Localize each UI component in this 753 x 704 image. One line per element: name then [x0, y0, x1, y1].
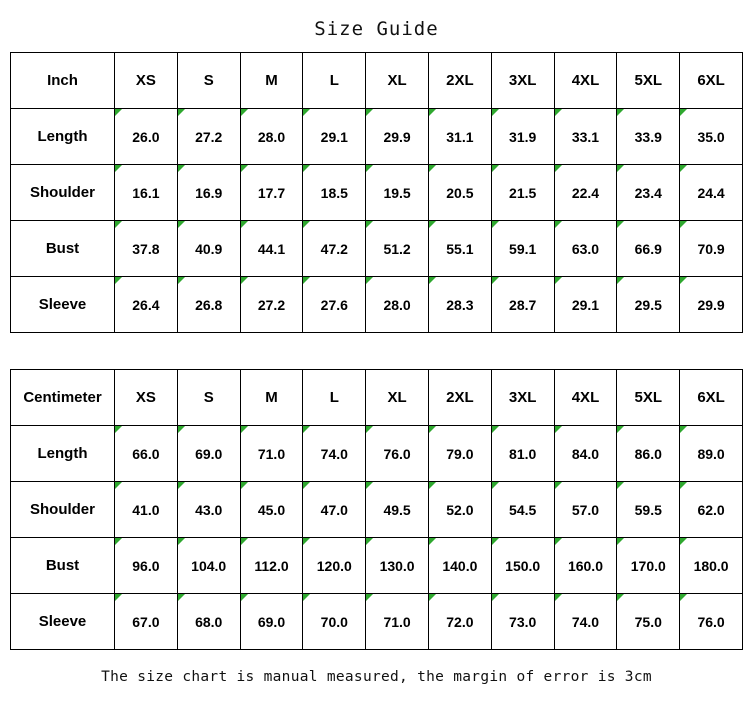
cell-inch-shoulder-3xl: 21.5	[491, 165, 554, 221]
cell-inch-sleeve-m: 27.2	[240, 277, 303, 333]
table-row	[11, 221, 743, 277]
size-header-cm-6xl: 6XL	[680, 370, 743, 426]
size-header-cm-5xl: 5XL	[617, 370, 680, 426]
cell-cm-shoulder-xs: 41.0	[115, 482, 178, 538]
measure-label-sleeve: Sleeve	[11, 277, 115, 333]
cell-cm-sleeve-2xl: 72.0	[428, 594, 491, 650]
unit-label-inch: Inch	[11, 53, 115, 109]
size-table-centimeter	[10, 369, 743, 650]
cell-cm-sleeve-xs: 67.0	[115, 594, 178, 650]
size-header-cm-xl: XL	[366, 370, 429, 426]
size-header-6xl: 6XL	[680, 53, 743, 109]
cell-inch-sleeve-3xl: 28.7	[491, 277, 554, 333]
cell-inch-shoulder-m: 17.7	[240, 165, 303, 221]
cell-inch-sleeve-s: 26.8	[177, 277, 240, 333]
cell-cm-bust-5xl: 170.0	[617, 538, 680, 594]
size-header-cm-2xl: 2XL	[428, 370, 491, 426]
cell-inch-sleeve-xs: 26.4	[115, 277, 178, 333]
cell-inch-shoulder-4xl: 22.4	[554, 165, 617, 221]
cell-cm-length-3xl: 81.0	[491, 426, 554, 482]
measurement-disclaimer: The size chart is manual measured, the margin of error is 3cm	[101, 669, 652, 685]
table-header-row	[11, 370, 743, 426]
cell-cm-bust-xs: 96.0	[115, 538, 178, 594]
cell-cm-sleeve-l: 70.0	[303, 594, 366, 650]
cell-cm-shoulder-5xl: 59.5	[617, 482, 680, 538]
cell-cm-shoulder-6xl: 62.0	[680, 482, 743, 538]
cell-cm-shoulder-l: 47.0	[303, 482, 366, 538]
cell-inch-length-3xl: 31.9	[491, 109, 554, 165]
cell-inch-bust-5xl: 66.9	[617, 221, 680, 277]
size-header-4xl: 4XL	[554, 53, 617, 109]
cell-cm-shoulder-xl: 49.5	[366, 482, 429, 538]
measure-label-length: Length	[11, 109, 115, 165]
unit-label-centimeter: Centimeter	[11, 370, 115, 426]
cell-cm-length-s: 69.0	[177, 426, 240, 482]
cell-cm-bust-xl: 130.0	[366, 538, 429, 594]
size-header-xs: XS	[115, 53, 178, 109]
size-header-cm-s: S	[177, 370, 240, 426]
size-header-s: S	[177, 53, 240, 109]
cell-cm-shoulder-2xl: 52.0	[428, 482, 491, 538]
size-header-cm-4xl: 4XL	[554, 370, 617, 426]
cell-cm-length-5xl: 86.0	[617, 426, 680, 482]
cell-inch-sleeve-xl: 28.0	[366, 277, 429, 333]
cell-inch-length-5xl: 33.9	[617, 109, 680, 165]
table-row	[11, 426, 743, 482]
table-spacer	[0, 333, 753, 369]
cell-cm-bust-3xl: 150.0	[491, 538, 554, 594]
cell-inch-sleeve-2xl: 28.3	[428, 277, 491, 333]
size-header-l: L	[303, 53, 366, 109]
cell-cm-length-m: 71.0	[240, 426, 303, 482]
cell-cm-bust-s: 104.0	[177, 538, 240, 594]
cell-inch-bust-m: 44.1	[240, 221, 303, 277]
cell-inch-bust-3xl: 59.1	[491, 221, 554, 277]
cell-inch-length-l: 29.1	[303, 109, 366, 165]
cell-inch-sleeve-l: 27.6	[303, 277, 366, 333]
cell-inch-sleeve-4xl: 29.1	[554, 277, 617, 333]
cell-cm-sleeve-4xl: 74.0	[554, 594, 617, 650]
cell-inch-length-s: 27.2	[177, 109, 240, 165]
cell-cm-shoulder-m: 45.0	[240, 482, 303, 538]
cell-cm-bust-m: 112.0	[240, 538, 303, 594]
table-row	[11, 109, 743, 165]
cell-cm-bust-6xl: 180.0	[680, 538, 743, 594]
cell-inch-length-2xl: 31.1	[428, 109, 491, 165]
cell-inch-bust-2xl: 55.1	[428, 221, 491, 277]
cell-cm-sleeve-3xl: 73.0	[491, 594, 554, 650]
cell-cm-length-xl: 76.0	[366, 426, 429, 482]
measure-label-shoulder: Shoulder	[11, 165, 115, 221]
cell-cm-shoulder-4xl: 57.0	[554, 482, 617, 538]
size-header-2xl: 2XL	[428, 53, 491, 109]
cell-cm-sleeve-s: 68.0	[177, 594, 240, 650]
cell-cm-bust-4xl: 160.0	[554, 538, 617, 594]
cell-cm-shoulder-3xl: 54.5	[491, 482, 554, 538]
cell-inch-bust-xs: 37.8	[115, 221, 178, 277]
cell-cm-length-4xl: 84.0	[554, 426, 617, 482]
cell-inch-sleeve-6xl: 29.9	[680, 277, 743, 333]
cell-inch-bust-4xl: 63.0	[554, 221, 617, 277]
cell-cm-length-2xl: 79.0	[428, 426, 491, 482]
cell-inch-shoulder-xs: 16.1	[115, 165, 178, 221]
cell-inch-shoulder-s: 16.9	[177, 165, 240, 221]
measure-label-cm-sleeve: Sleeve	[11, 594, 115, 650]
size-header-cm-m: M	[240, 370, 303, 426]
cell-inch-length-xl: 29.9	[366, 109, 429, 165]
size-header-3xl: 3XL	[491, 53, 554, 109]
cell-inch-length-m: 28.0	[240, 109, 303, 165]
cell-cm-sleeve-5xl: 75.0	[617, 594, 680, 650]
size-header-cm-l: L	[303, 370, 366, 426]
cell-cm-bust-l: 120.0	[303, 538, 366, 594]
cell-inch-shoulder-6xl: 24.4	[680, 165, 743, 221]
size-header-m: M	[240, 53, 303, 109]
size-header-cm-xs: XS	[115, 370, 178, 426]
cell-cm-sleeve-6xl: 76.0	[680, 594, 743, 650]
size-table-inch	[10, 52, 743, 333]
cell-inch-length-xs: 26.0	[115, 109, 178, 165]
page-title: Size Guide	[314, 18, 439, 40]
cell-inch-shoulder-l: 18.5	[303, 165, 366, 221]
size-header-xl: XL	[366, 53, 429, 109]
cell-inch-shoulder-2xl: 20.5	[428, 165, 491, 221]
table-row	[11, 538, 743, 594]
measure-label-cm-length: Length	[11, 426, 115, 482]
cell-inch-bust-s: 40.9	[177, 221, 240, 277]
cell-inch-shoulder-5xl: 23.4	[617, 165, 680, 221]
cell-inch-bust-6xl: 70.9	[680, 221, 743, 277]
cell-cm-length-xs: 66.0	[115, 426, 178, 482]
cell-inch-shoulder-xl: 19.5	[366, 165, 429, 221]
cell-cm-bust-2xl: 140.0	[428, 538, 491, 594]
measure-label-bust: Bust	[11, 221, 115, 277]
measure-label-cm-shoulder: Shoulder	[11, 482, 115, 538]
table-row	[11, 482, 743, 538]
cell-cm-sleeve-xl: 71.0	[366, 594, 429, 650]
size-header-5xl: 5XL	[617, 53, 680, 109]
cell-inch-sleeve-5xl: 29.5	[617, 277, 680, 333]
table-row	[11, 165, 743, 221]
cell-cm-length-l: 74.0	[303, 426, 366, 482]
cell-cm-sleeve-m: 69.0	[240, 594, 303, 650]
cell-inch-bust-l: 47.2	[303, 221, 366, 277]
cell-inch-length-6xl: 35.0	[680, 109, 743, 165]
table-row	[11, 594, 743, 650]
cell-inch-bust-xl: 51.2	[366, 221, 429, 277]
measure-label-cm-bust: Bust	[11, 538, 115, 594]
table-row	[11, 277, 743, 333]
cell-inch-length-4xl: 33.1	[554, 109, 617, 165]
cell-cm-shoulder-s: 43.0	[177, 482, 240, 538]
size-header-cm-3xl: 3XL	[491, 370, 554, 426]
table-header-row	[11, 53, 743, 109]
cell-cm-length-6xl: 89.0	[680, 426, 743, 482]
